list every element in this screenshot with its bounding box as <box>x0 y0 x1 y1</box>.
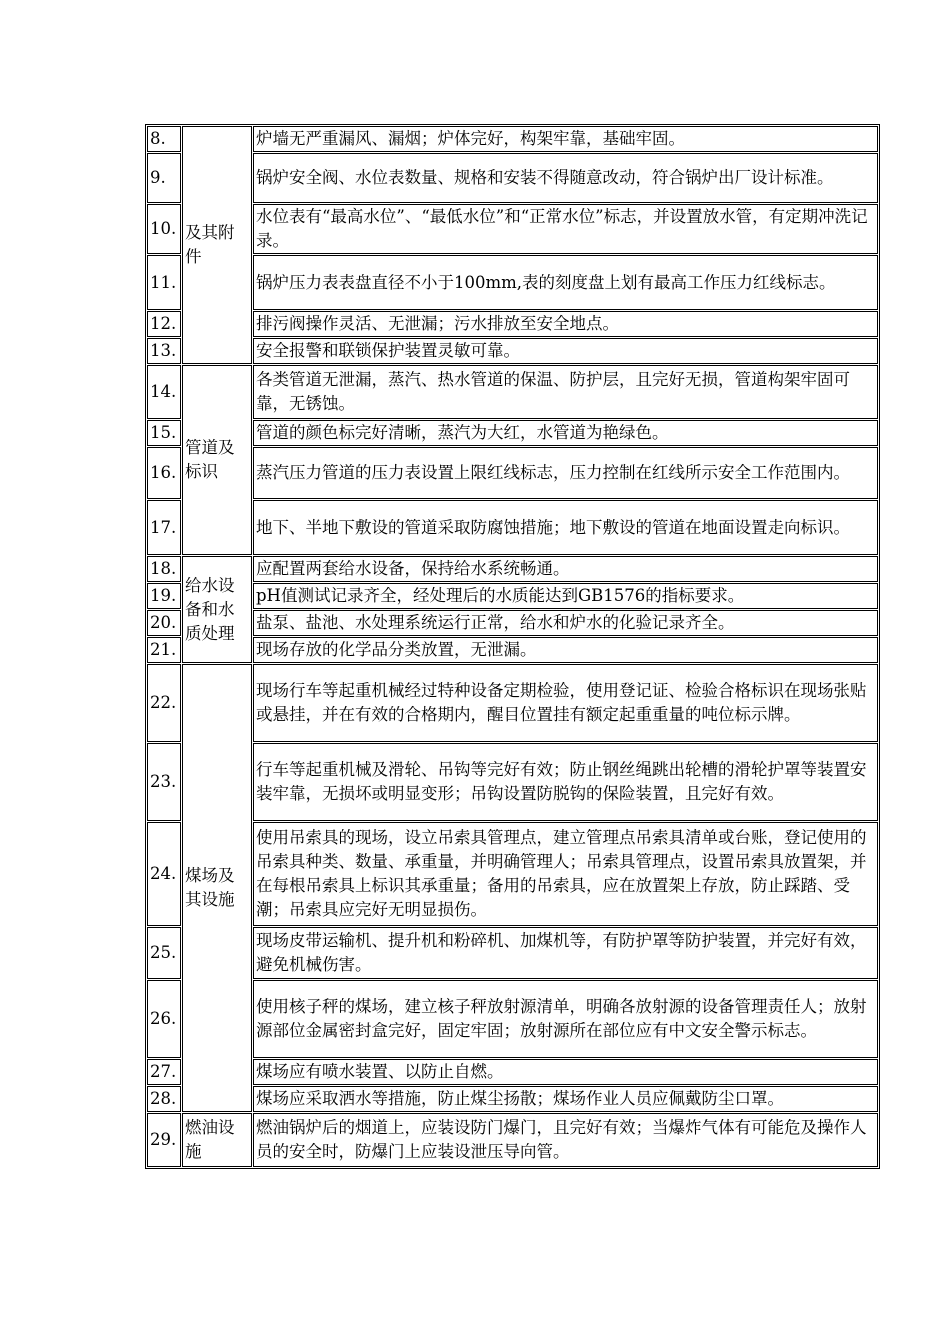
table-row <box>147 500 878 555</box>
item-text: 使用吊索具的现场，设立吊索具管理点，建立管理点吊索具清单或台账，登记使用的吊索具种类、数量、承重量，并明确管理人；吊索具管理点，设置吊索具放置架，并在每根吊索具上标识其承重量；备用的吊索具，应在放置架上存放，防止踩踏、受潮；吊索具应完好无明显损伤。 <box>253 822 878 926</box>
item-number: 14. <box>147 365 181 419</box>
item-text: 安全报警和联锁保护装置灵敏可靠。 <box>253 338 878 364</box>
item-text: 煤场应采取洒水等措施，防止煤尘扬散；煤场作业人员应佩戴防尘口罩。 <box>253 1086 878 1112</box>
table-row <box>147 365 878 419</box>
table-row <box>147 1086 878 1112</box>
table-row <box>147 664 878 742</box>
item-text: 行车等起重机械及滑轮、吊钩等完好有效；防止钢丝绳跳出轮槽的滑轮护罩等装置安装牢靠，无损坏或明显变形；吊钩设置防脱钩的保险装置，且完好有效。 <box>253 743 878 821</box>
item-number: 23. <box>147 743 181 821</box>
table-row <box>147 338 878 364</box>
item-text: 现场皮带运输机、提升机和粉碎机、加煤机等，有防护罩等防护装置，并完好有效，避免机械伤害。 <box>253 927 878 979</box>
item-text: 地下、半地下敷设的管道采取防腐蚀措施；地下敷设的管道在地面设置走向标识。 <box>253 500 878 555</box>
table-row <box>147 153 878 203</box>
item-number: 26. <box>147 980 181 1058</box>
item-text: 排污阀操作灵活、无泄漏；污水排放至安全地点。 <box>253 311 878 337</box>
table-row <box>147 311 878 337</box>
table-row <box>147 447 878 499</box>
item-number: 10. <box>147 204 181 254</box>
item-number: 25. <box>147 927 181 979</box>
item-number: 21. <box>147 637 181 663</box>
category-cell: 煤场及其设施 <box>182 664 252 1112</box>
table-row <box>147 637 878 663</box>
category-cell: 燃油设施 <box>182 1113 252 1167</box>
table-row <box>147 980 878 1058</box>
category-cell: 管道及标识 <box>182 365 252 555</box>
item-number: 15. <box>147 420 181 446</box>
item-text: 燃油锅炉后的烟道上，应装设防门爆门，且完好有效；当爆炸气体有可能危及操作人员的安全时，防爆门上应装设泄压导向管。 <box>253 1113 878 1167</box>
item-number: 20. <box>147 610 181 636</box>
item-text: 蒸汽压力管道的压力表设置上限红线标志，压力控制在红线所示安全工作范围内。 <box>253 447 878 499</box>
item-text: 水位表有“最高水位”、“最低水位”和“正常水位”标志，并设置放水管，有定期冲洗记录。 <box>253 204 878 254</box>
item-number: 19. <box>147 583 181 609</box>
item-number: 17. <box>147 500 181 555</box>
category-cell: 及其附件 <box>182 126 252 364</box>
item-number: 24. <box>147 822 181 926</box>
item-number: 13. <box>147 338 181 364</box>
item-text: 使用核子秤的煤场，建立核子秤放射源清单，明确各放射源的设备管理责任人；放射源部位金属密封盒完好，固定牢固；放射源所在部位应有中文安全警示标志。 <box>253 980 878 1058</box>
item-text: 各类管道无泄漏，蒸汽、热水管道的保温、防护层，且完好无损，管道构架牢固可靠，无锈蚀。 <box>253 365 878 419</box>
table-row <box>147 1059 878 1085</box>
item-number: 8. <box>147 126 181 152</box>
table-row <box>147 255 878 310</box>
item-number: 16. <box>147 447 181 499</box>
item-number: 18. <box>147 556 181 582</box>
item-number: 11. <box>147 255 181 310</box>
table-row <box>147 743 878 821</box>
category-cell: 给水设备和水质处理 <box>182 556 252 663</box>
item-number: 22. <box>147 664 181 742</box>
item-text: 锅炉压力表表盘直径不小于100mm,表的刻度盘上划有最高工作压力红线标志。 <box>253 255 878 310</box>
table-row <box>147 204 878 254</box>
inspection-checklist-table <box>145 124 880 1169</box>
item-number: 12. <box>147 311 181 337</box>
table-row <box>147 556 878 582</box>
item-number: 28. <box>147 1086 181 1112</box>
item-text: 现场行车等起重机械经过特种设备定期检验，使用登记证、检验合格标识在现场张贴或悬挂，并在有效的合格期内，醒目位置挂有额定起重重量的吨位标示牌。 <box>253 664 878 742</box>
table-row <box>147 583 878 609</box>
item-text: 管道的颜色标完好清晰，蒸汽为大红，水管道为艳绿色。 <box>253 420 878 446</box>
item-text: 锅炉安全阀、水位表数量、规格和安装不得随意改动，符合锅炉出厂设计标准。 <box>253 153 878 203</box>
item-text: 应配置两套给水设备，保持给水系统畅通。 <box>253 556 878 582</box>
item-number: 27. <box>147 1059 181 1085</box>
item-text: 盐泵、盐池、水处理系统运行正常，给水和炉水的化验记录齐全。 <box>253 610 878 636</box>
item-text: 炉墙无严重漏风、漏烟；炉体完好，构架牢靠，基础牢固。 <box>253 126 878 152</box>
table-row <box>147 610 878 636</box>
item-number: 29. <box>147 1113 181 1167</box>
item-text: 现场存放的化学品分类放置，无泄漏。 <box>253 637 878 663</box>
table-row <box>147 822 878 926</box>
table-row <box>147 927 878 979</box>
table-row <box>147 126 878 152</box>
item-number: 9. <box>147 153 181 203</box>
table-row <box>147 1113 878 1167</box>
item-text: 煤场应有喷水装置、以防止自燃。 <box>253 1059 878 1085</box>
item-text: pH值测试记录齐全，经处理后的水质能达到GB1576的指标要求。 <box>253 583 878 609</box>
table-row <box>147 420 878 446</box>
